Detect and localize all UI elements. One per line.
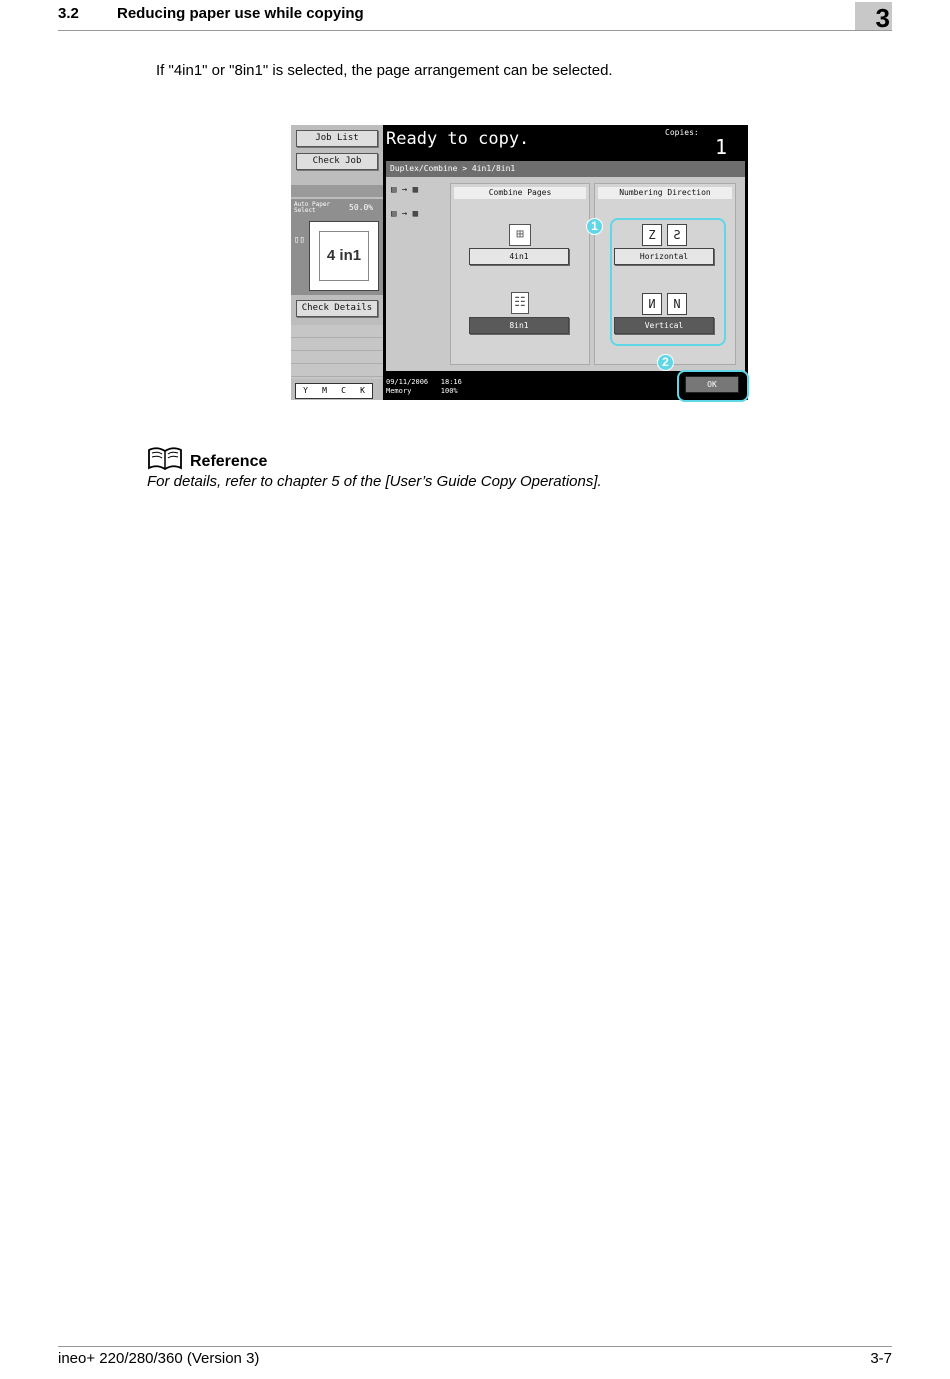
horizontal-button[interactable]: Horizontal (614, 248, 714, 265)
footer-product: ineo+ 220/280/360 (Version 3) (58, 1350, 260, 1367)
divider (291, 185, 383, 197)
check-job-button[interactable]: Check Job (296, 153, 378, 170)
eight-grid-icon: ☷ (511, 292, 529, 314)
highlight-ok (677, 370, 749, 402)
option-4in1-button[interactable]: 4in1 (469, 248, 569, 265)
toner-m: M (322, 386, 327, 395)
vertical-rev-icon: N (667, 293, 687, 315)
status-datetime: 09/11/2006 18:16 (386, 378, 462, 386)
decorative-stripes (291, 325, 383, 379)
copies-label: Copies: (665, 128, 699, 137)
chapter-tab (855, 2, 892, 33)
copies-value: 1 (715, 135, 728, 159)
ok-button[interactable]: OK (685, 376, 739, 393)
horizontal-rev-icon: Ƨ (667, 224, 687, 246)
status-bar (386, 378, 462, 396)
combine-pages-box (450, 183, 590, 365)
combine-8-icon: ▤ → ▦ (391, 209, 419, 219)
reference-text: For details, refer to chapter 5 of the [User’s Guide Copy Operations]. (147, 473, 602, 490)
toner-indicator (295, 383, 373, 399)
highlight-numbering (610, 218, 726, 346)
section-number: 3.2 (58, 5, 79, 22)
paper-tray-icon: ▯▯ (294, 235, 305, 245)
left-panel (291, 125, 383, 400)
numbering-direction-header: Numbering Direction (598, 187, 732, 199)
combine-4-icon: ▤ → ▦ (391, 185, 419, 195)
preview-area (291, 199, 383, 295)
four-grid-icon: ⊞ (509, 224, 531, 246)
ready-message: Ready to copy. (386, 129, 530, 149)
mode-icons (391, 183, 418, 221)
toner-c: C (341, 386, 346, 395)
horizontal-z-icon: Z (642, 224, 662, 246)
job-list-button[interactable]: Job List (296, 130, 378, 147)
page-footer (58, 1346, 892, 1367)
preview-paper (309, 221, 379, 291)
status-memory: Memory 100% (386, 387, 458, 395)
toner-y: Y (303, 386, 308, 395)
vertical-button[interactable]: Vertical (614, 317, 714, 334)
vertical-n-icon: И (642, 293, 662, 315)
intro-text: If "4in1" or "8in1" is selected, the page arrangement can be selected. (156, 62, 613, 79)
section-title: Reducing paper use while copying (117, 5, 364, 22)
page-header (58, 0, 892, 31)
chapter-number: 3 (875, 3, 890, 33)
callout-1: 1 (586, 218, 603, 235)
combine-pages-header: Combine Pages (454, 187, 586, 199)
control-panel-screenshot (291, 125, 748, 400)
breadcrumb: Duplex/Combine > 4in1/8in1 (386, 161, 745, 177)
preview-label: 4 in1 (319, 231, 369, 281)
reference-title: Reference (190, 453, 268, 470)
option-8in1-button[interactable]: 8in1 (469, 317, 569, 334)
zoom-value: 50.0% (349, 203, 374, 212)
callout-2: 2 (657, 354, 674, 371)
book-icon (147, 446, 183, 472)
toner-k: K (360, 386, 365, 395)
footer-page-number: 3-7 (870, 1350, 892, 1367)
auto-paper-label: Auto Paper Select (294, 201, 331, 214)
check-details-button[interactable]: Check Details (296, 300, 378, 317)
